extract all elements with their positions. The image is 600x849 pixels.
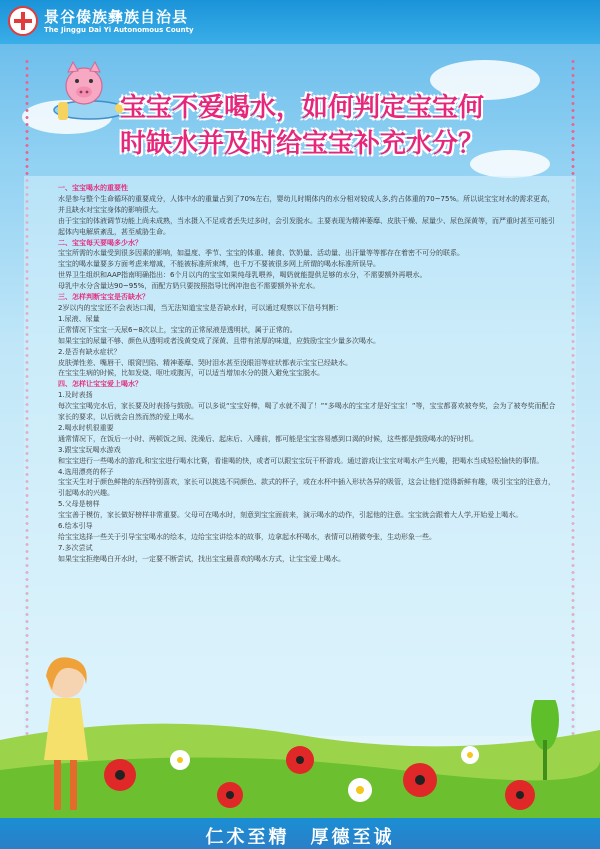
paragraph: 如果宝宝拒绝喝白开水时，一定要不断尝试，找出宝宝最喜欢的喝水方式，让宝宝爱上喝水。 [58,554,345,563]
paragraph: 4.选用漂亮的杯子 [58,467,114,476]
paragraph: 如果宝宝的尿量不够、颜色从透明或者浅黄变成了深黄、且带有浓厚的味道，应鼓励宝宝少量多次喝水。 [58,336,380,345]
paragraph: 2岁以内的宝宝还不会表达口渴，当无法知道宝宝是否缺水时，可以通过观察以下信号判断： [58,303,343,312]
paragraph: 宝宝所需的水量受到很多因素的影响，如温度、季节、宝宝的体重、辅食、饮奶量、活动量、出汗量等等都存在着密不可分的联系。 [58,249,464,258]
paragraph: 5.父母是榜样 [58,500,100,509]
section-heading: 三、怎样判断宝宝是否缺水？ [58,293,149,302]
pig-airplane-illustration-icon [40,52,130,132]
org-name-en: The Jinggu Dai Yi Autonomous County [44,26,194,34]
footer-slogan: 仁术至精 厚德至诚 [205,827,395,848]
paragraph: 6.绘本引导 [58,522,93,531]
paragraph: 宝宝善于模仿，家长做好榜样非常重要。父母可在喝水时，刻意到宝宝面前来，演示喝水的动作，引起他的注意。宝宝就会跟着大人学,开始爱上喝水。 [58,511,523,520]
org-name-cn: 景谷傣族彝族自治县 [44,8,189,26]
paragraph: 通常情况下，在饭后一小时、两顿饭之间、洗澡后、起床后、入睡前，都可能是宝宝容易感到口渴的时候，这些都是鼓励喝水的好时机。 [58,434,478,443]
paragraph: 7.多次尝试 [58,543,93,552]
section-heading: 二、宝宝每天要喝多少水？ [58,238,142,247]
poster-title [120,90,580,162]
paragraph: 1.尿液、尿量 [58,314,100,323]
paragraph: 皮肤弹性差、嘴唇干、眼窝凹陷、精神萎靡、哭时泪水甚至没眼泪等症状都表示宝宝已经缺水。 [58,358,352,367]
paragraph: 宝宝的喝水量要多方面考虑来增减，不能被标准所束缚，也千万不要被很多网上所谓的喝水标准所误导。 [58,260,380,269]
paragraph: 每次宝宝喝完水后，家长要及时表扬与鼓励。可以多说“宝宝好棒，喝了水就不渴了！”“多喝水的宝宝才是好宝宝！”等，宝宝都喜欢被夸奖，会为了被夸奖而配合家长的要求，以后就会自然而然的爱上喝水。 [58,402,556,422]
paragraph: 正常情况下宝宝一天尿6~8次以上，宝宝的正常尿液是透明状，属于正常的。 [58,325,297,334]
paragraph: 和宝宝进行一些喝水的游戏,和宝宝进行喝水比赛，看谁喝的快，或者可以跟宝宝玩干杯游戏。通过游戏让宝宝对喝水产生兴趣，把喝水当成轻松愉快的事情。 [58,456,544,465]
title-line-1: 宝宝不爱喝水，如何判定宝宝何 [120,93,485,123]
paragraph: 母乳中水分含量达90~95%，而配方奶只要按照指导比例冲泡也不需要额外补充水。 [58,282,320,291]
paragraph: 2.喝水时机很重要 [58,423,114,432]
paragraph: 宝宝天生对于颜色鲜艳的东西特别喜欢，家长可以挑选不同颜色、款式的杯子，或在水杯中插入形状各异的吸管，这会让他们觉得新鲜有趣，吸引宝宝的注意力，引起喝水的兴趣。 [58,478,555,498]
paragraph: 由于宝宝的体液调节功能上尚未成熟，当水摄入不足或者丢失过多时，会引发脱水。主要表现为精神萎靡、皮肤干燥、尿量少、尿色深黄等，而严重时甚至可能引起体内电解质紊乱，甚至威胁生命。 [58,216,555,236]
paragraph: 在宝宝生病的时候，比如发烧、呕吐或腹泻，可以适当增加水分的摄入避免宝宝脱水。 [58,369,324,378]
paragraph: 3.跟宝宝玩喝水游戏 [58,445,121,454]
paragraph: 1.及时表扬 [58,391,93,400]
section-heading: 一、宝宝喝水的重要性 [58,184,128,192]
paragraph: 世界卫生组织和AAP指南明确指出：6个月以内的宝宝如果纯母乳喂养，喝奶就能提供足够的水分，不需要额外再喂水。 [58,271,427,280]
paragraph: 给宝宝选择一些关于引导宝宝喝水的绘本，边给宝宝讲绘本的故事，边拿起水杯喝水，表情可以稍微夸张，生动形象一些。 [58,533,436,541]
hospital-cross-logo-icon [8,6,38,36]
girl-illustration-icon [30,650,100,820]
title-line-2: 时缺水并及时给宝宝补充水分？ [120,129,485,159]
section-heading: 四、怎样让宝宝爱上喝水？ [58,380,142,389]
article-body [58,183,558,565]
paragraph: 2.是否有缺水症状？ [58,347,121,356]
paragraph: 水是参与整个生命循环的重要成分，人体中水的重量占到了70%左右，婴幼儿时期体内的水分相对较成人多,约占体重的70~75%。所以说宝宝对水的需求更高，并且缺水对宝宝身体的影响很大。 [58,194,555,214]
